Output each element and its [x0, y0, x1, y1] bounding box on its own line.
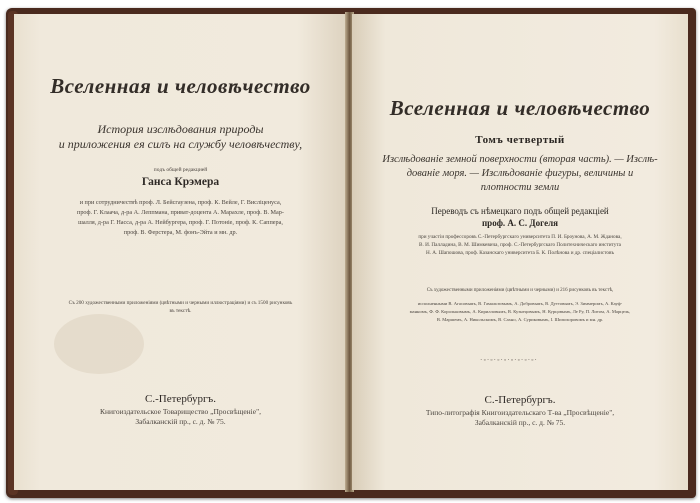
translation-line-2: проф. А. С. Догеля	[482, 218, 558, 228]
right-illustrators-line: В. Маршемъ, А. Никольскимъ, В. Сахно, А. Суриковымъ, І. Шипохоровомъ и мн. др.	[436, 317, 604, 322]
subject-line: плотности земли	[480, 182, 560, 193]
volume-label: Томъ четвертый	[475, 134, 565, 146]
subject-line: Изслѣдованіе земной поверхности (вторая часть). — Изслѣ-	[382, 154, 658, 165]
participants-line: В. И. Палладина, В. М. Шимкевича, проф. С.-Петербургскаго Политехническаго института	[419, 242, 621, 248]
collaborators-line: проф. Г. Клаача, д-ра А. Леппмана, приват-доцента А. Марахле, проф. В. Мар-	[77, 209, 284, 216]
translation-line-1: Переводъ съ нѣмецкаго подъ общей редакціей	[431, 206, 609, 216]
right-publisher-1: Типо-литографія Книгоиздательскаго Т-ва „Просвѣщеніе",	[425, 408, 615, 417]
right-illustrations-line: Съ художественными приложеніями (цвѣтными и черными) и 216 рисунковъ въ текстѣ,	[426, 288, 614, 293]
left-editor: Ганса Крэмера	[141, 176, 220, 188]
left-title: Вселенная и человѣчество	[50, 74, 311, 98]
left-page	[14, 14, 347, 490]
left-subtitle-2: и приложения ея силъ на службу человѣчеству,	[58, 137, 303, 151]
participants-line: при участіи профессоровъ С.-Петербургскаго университета П. И. Броунова, А. М. Жданова,	[418, 234, 622, 240]
left-publisher-2: Забалканскій пр., с. д. № 75.	[135, 417, 226, 426]
right-city: С.-Петербургъ.	[484, 394, 556, 406]
collaborators-line: шалля, д-ра Г. Насса, д-ра А. Нейбургера, проф. Г. Потоніе, проф. К. Саппера,	[78, 219, 283, 226]
participants-line: Н. А. Шапошова, проф. Казанскаго университета Б. К. Полѣнова и др. спеціалистовъ	[425, 250, 615, 256]
collaborators-line: и при сотрудничествѣ проф. Л. Бейсгаузена, проф. К. Вейле, Г. Висліценуса,	[79, 199, 282, 206]
left-city: С.-Петербургъ.	[145, 393, 216, 405]
left-editor-prefix: подъ общей редакцией	[153, 167, 208, 173]
left-subtitle-1: История изслѣдования природы	[97, 122, 264, 136]
right-title: Вселенная и человѣчество	[389, 96, 651, 120]
right-page	[352, 14, 688, 490]
left-illustrations-line: Съ 200 художественными приложеніями (цвѣтными и черными иллюстраціями) и съ 1500 рисунковъ	[68, 300, 293, 306]
ornament-divider: ·◦·◦·◦·◦·◦·◦·◦·◦·	[480, 356, 538, 364]
collaborators-line: проф. В. Ферстера, М. фонъ-Эйта и мн. др.	[123, 229, 238, 236]
left-illustrations-line: въ текстѣ.	[169, 308, 192, 314]
right-illustrators-line: манномъ, Ф. Ф. Корольковымъ, А. Кирилловымъ, В. Кузнецовымъ, Н. Курцовымъ, Ле Ру, П. Литом, А. Марцель,	[409, 309, 631, 314]
right-illustrators-line: исполненными В. Агасовымъ, В. Гамальтовымъ, А. Добровымъ, В. Дуттовымъ, Э. Зиммеромъ, А. Кауф-	[417, 301, 623, 306]
right-publisher-2: Забалканскій пр., с. д. № 75.	[474, 418, 566, 427]
left-publisher-1: Книгоиздательское Товарищество „Просвѣщеніе",	[99, 407, 262, 416]
subject-line: дованіе моря. — Изслѣдованіе фигуры, величины и	[406, 168, 634, 179]
